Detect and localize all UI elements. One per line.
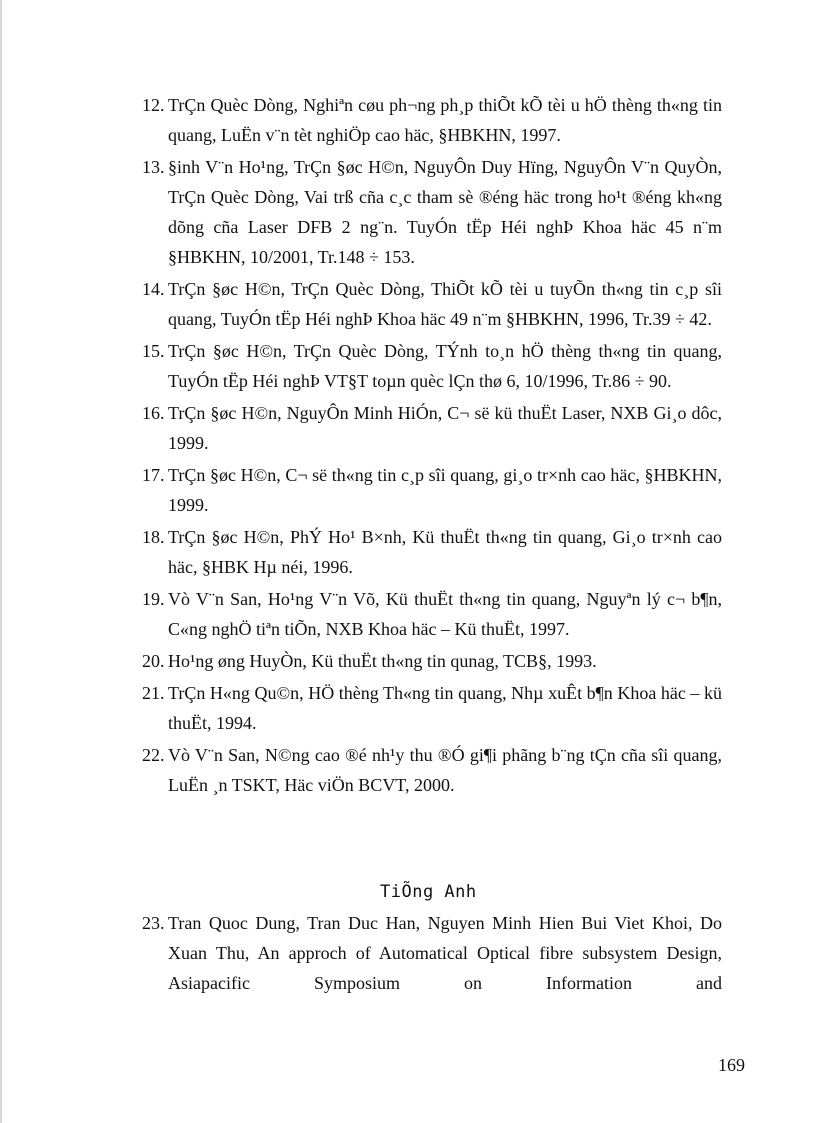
reference-number: 17. [142, 465, 165, 485]
page-number: 169 [718, 1055, 745, 1075]
reference-number: 15. [142, 341, 165, 361]
reference-item [142, 740, 722, 800]
reference-text: §inh V¨n Ho¹ng, TrÇn §øc H©n, NguyÔn Duy Hïng, NguyÔn V¨n QuyÒn, TrÇn Quèc Dòng, Vai trß cña c¸c tham sè ®éng häc trong ho¹t ®éng kh«ng dõng cña Laser DFB 2 ng¨n. TuyÓn tËp Héi nghÞ Khoa häc 45 n¨m §HBKHN, 10/2001, Tr.148 ÷ 153. [168, 157, 722, 267]
reference-item [142, 90, 722, 150]
reference-number: 16. [142, 403, 165, 423]
reference-number: 18. [142, 527, 165, 547]
reference-number: 19. [142, 589, 165, 609]
reference-item [142, 908, 722, 998]
reference-item [142, 522, 722, 582]
reference-list-english [142, 908, 722, 1000]
reference-text: Ho¹ng øng HuyÒn, Kü thuËt th«ng tin qunag, TCB§, 1993. [168, 651, 597, 671]
reference-text: Vò V¨n San, N©ng cao ®é nh¹y thu ®Ó gi¶i phãng b¨ng tÇn cña sîi quang, LuËn ¸n TSKT, Häc viÖn BCVT, 2000. [168, 745, 722, 795]
reference-text: TrÇn §øc H©n, C¬ së th«ng tin c¸p sîi quang, gi¸o tr×nh cao häc, §HBKHN, 1999. [168, 465, 722, 515]
reference-item [142, 678, 722, 738]
reference-number: 22. [142, 745, 165, 765]
reference-item [142, 152, 722, 272]
reference-text: Tran Quoc Dung, Tran Duc Han, Nguyen Minh Hien Bui Viet Khoi, Do Xuan Thu, An approch of Automatical Optical fibre subsystem Design, Asiapacific Symposium on Information and [168, 913, 722, 993]
reference-number: 12. [142, 95, 165, 115]
reference-item [142, 336, 722, 396]
reference-item [142, 398, 722, 458]
reference-item [142, 646, 722, 676]
reference-number: 20. [142, 651, 165, 671]
reference-item [142, 274, 722, 334]
reference-number: 14. [142, 279, 165, 299]
reference-text: TrÇn §øc H©n, NguyÔn Minh HiÓn, C¬ së kü thuËt Laser, NXB Gi¸o dôc, 1999. [168, 403, 722, 453]
reference-text: TrÇn Quèc Dòng, Nghiªn cøu ph¬ng ph¸p thiÕt kÕ tèi u hÖ thèng th«ng tin quang, LuËn v¨n tèt nghiÖp cao häc, §HBKHN, 1997. [168, 95, 722, 145]
reference-list-vietnamese [142, 90, 722, 802]
reference-text: TrÇn §øc H©n, TrÇn Quèc Dòng, TÝnh to¸n hÖ thèng th«ng tin quang, TuyÓn tËp Héi nghÞ VT§T toµn quèc lÇn thø 6, 10/1996, Tr.86 ÷ 90. [168, 341, 722, 391]
reference-item [142, 584, 722, 644]
reference-number: 13. [142, 157, 165, 177]
reference-text: TrÇn §øc H©n, PhÝ Ho¹ B×nh, Kü thuËt th«ng tin quang, Gi¸o tr×nh cao häc, §HBK Hµ néi, 1996. [168, 527, 722, 577]
reference-text: TrÇn H«ng Qu©n, HÖ thèng Th«ng tin quang, Nhµ xuÊt b¶n Khoa häc – kü thuËt, 1994. [168, 683, 722, 733]
reference-text: TrÇn §øc H©n, TrÇn Quèc Dòng, ThiÕt kÕ tèi u tuyÕn th«ng tin c¸p sîi quang, TuyÓn tËp Héi nghÞ Khoa häc 49 n¨m §HBKHN, 1996, Tr.39 ÷ 42. [168, 279, 722, 329]
reference-item [142, 460, 722, 520]
reference-text: Vò V¨n San, Ho¹ng V¨n Võ, Kü thuËt th«ng tin quang, Nguyªn lý c¬ b¶n, C«ng nghÖ tiªn tiÕn, NXB Khoa häc – Kü thuËt, 1997. [168, 589, 722, 639]
reference-number: 23. [142, 913, 165, 933]
reference-number: 21. [142, 683, 165, 703]
section-heading-english: TiÕng Anh [380, 882, 477, 902]
